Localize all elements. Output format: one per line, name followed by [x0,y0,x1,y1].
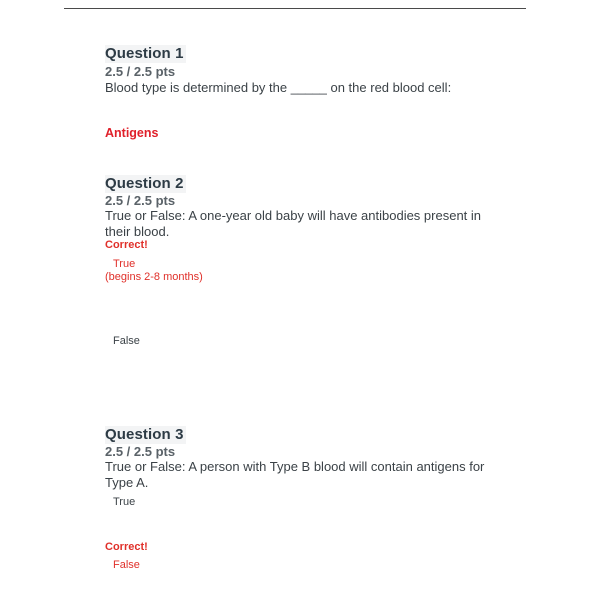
question-1-answer: Antigens [105,126,159,140]
question-3-option-true[interactable]: True [113,496,136,508]
question-2-option-false[interactable]: False [113,335,140,347]
question-3-text: True or False: A person with Type B blood will contain antigens for Type A. [105,459,485,490]
question-3-option-false[interactable]: False [113,559,140,571]
question-2-option-true[interactable]: True [113,258,136,270]
question-2-points: 2.5 / 2.5 pts [105,193,176,208]
question-2-correct-label: Correct! [105,239,148,251]
top-divider [64,8,526,9]
question-3-correct-label: Correct! [105,541,148,553]
question-2-title: Question 2 [105,175,184,192]
question-2-option-true-note: (begins 2-8 months) [105,271,203,283]
question-3-points: 2.5 / 2.5 pts [105,444,176,459]
question-2-text: True or False: A one-year old baby will have antibodies present in their blood. [105,208,482,239]
question-1-points: 2.5 / 2.5 pts [105,64,176,79]
question-1-title: Question 1 [105,45,184,62]
question-1-text: Blood type is determined by the _____ on the red blood cell: [105,80,452,95]
question-3-title: Question 3 [105,426,184,443]
